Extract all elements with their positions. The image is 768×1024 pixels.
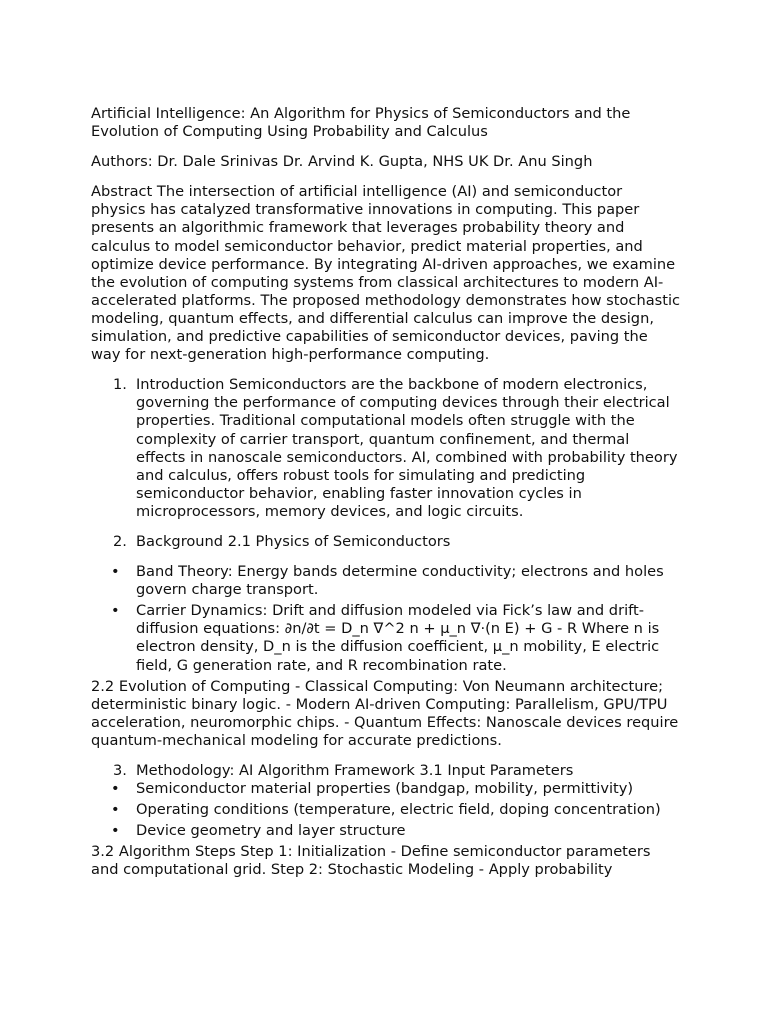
section-number: 3. <box>113 762 127 779</box>
algorithm-steps-paragraph: 3.2 Algorithm Steps Step 1: Initialization - Define semiconductor parameters and computational grid. Step 2: Stochastic Modeling - Apply probability <box>91 843 651 879</box>
bullet-icon: • <box>111 801 120 819</box>
background-heading: Background 2.1 Physics of Semiconductors <box>136 532 451 550</box>
background-bullet-list <box>91 563 681 675</box>
list-item <box>91 822 681 840</box>
list-item <box>91 602 681 674</box>
bullet-icon: • <box>111 822 120 840</box>
section-introduction <box>91 376 681 521</box>
section-number: 2. <box>113 532 127 550</box>
document-title: Artificial Intelligence: An Algorithm for Physics of Semiconductors and the Evolution of Computing Using Probability and Calculus <box>91 105 631 141</box>
document-page <box>91 105 681 880</box>
list-item <box>91 780 681 798</box>
section-number: 1. <box>113 376 127 394</box>
bullet-icon: • <box>111 780 120 798</box>
list-item-text: Device geometry and layer structure <box>136 822 406 840</box>
list-item-text: Operating conditions (temperature, electric field, doping concentration) <box>136 801 661 819</box>
abstract-paragraph: Abstract The intersection of artificial intelligence (AI) and semiconductor physics has catalyzed transformative innovations in computing. This paper presents an algorithmic framework that leverages probability theory and calculus to model semiconductor behavior, predict material properties, and optimize device performance. By integrating AI-driven approaches, we examine the evolution of computing systems from classical architectures to modern AI-accelerated platforms. The proposed methodology demonstrates how stochastic modeling, quantum effects, and differential calculus can improve the design, simulation, and predictive capabilities of semiconductor devices, paving the way for next-generation high-performance computing. <box>91 183 681 364</box>
methodology-bullet-list <box>91 780 681 840</box>
authors-line: Authors: Dr. Dale Srinivas Dr. Arvind K. Gupta, NHS UK Dr. Anu Singh <box>91 153 593 171</box>
list-item-text: Carrier Dynamics: Drift and diffusion modeled via Fick’s law and drift-diffusion equations: ∂n/∂t = D_n ∇^2 n + μ_n ∇·(n E) + G - R Where n is electron density, D_n is the diffusion coefficient, μ_n mobility, E electric field, G generation rate, and R recombination rate. <box>136 602 660 674</box>
section-methodology <box>91 762 681 780</box>
list-item <box>91 563 681 599</box>
list-item-text: Band Theory: Energy bands determine conductivity; electrons and holes govern charge transport. <box>136 563 664 599</box>
section-background <box>91 533 681 551</box>
list-item <box>91 801 681 819</box>
bullet-icon: • <box>111 563 120 581</box>
methodology-heading: Methodology: AI Algorithm Framework 3.1 Input Parameters <box>136 762 574 779</box>
list-item-text: Semiconductor material properties (bandgap, mobility, permittivity) <box>136 780 634 798</box>
introduction-text: Introduction Semiconductors are the backbone of modern electronics, governing the performance of computing devices through their electrical properties. Traditional computational models often struggle with the complexity of carrier transport, quantum confinement, and thermal effects in nanoscale semiconductors. AI, combined with probability theory and calculus, offers robust tools for simulating and predicting semiconductor behavior, enabling faster innovation cycles in microprocessors, memory devices, and logic circuits. <box>136 376 678 520</box>
evolution-paragraph: 2.2 Evolution of Computing - Classical Computing: Von Neumann architecture; deterministic binary logic. - Modern AI-driven Computing: Parallelism, GPU/TPU acceleration, neuromorphic chips. - Quantum Effects: Nanoscale devices require quantum-mechanical modeling for accurate predictions. <box>91 677 679 749</box>
bullet-icon: • <box>111 602 120 620</box>
